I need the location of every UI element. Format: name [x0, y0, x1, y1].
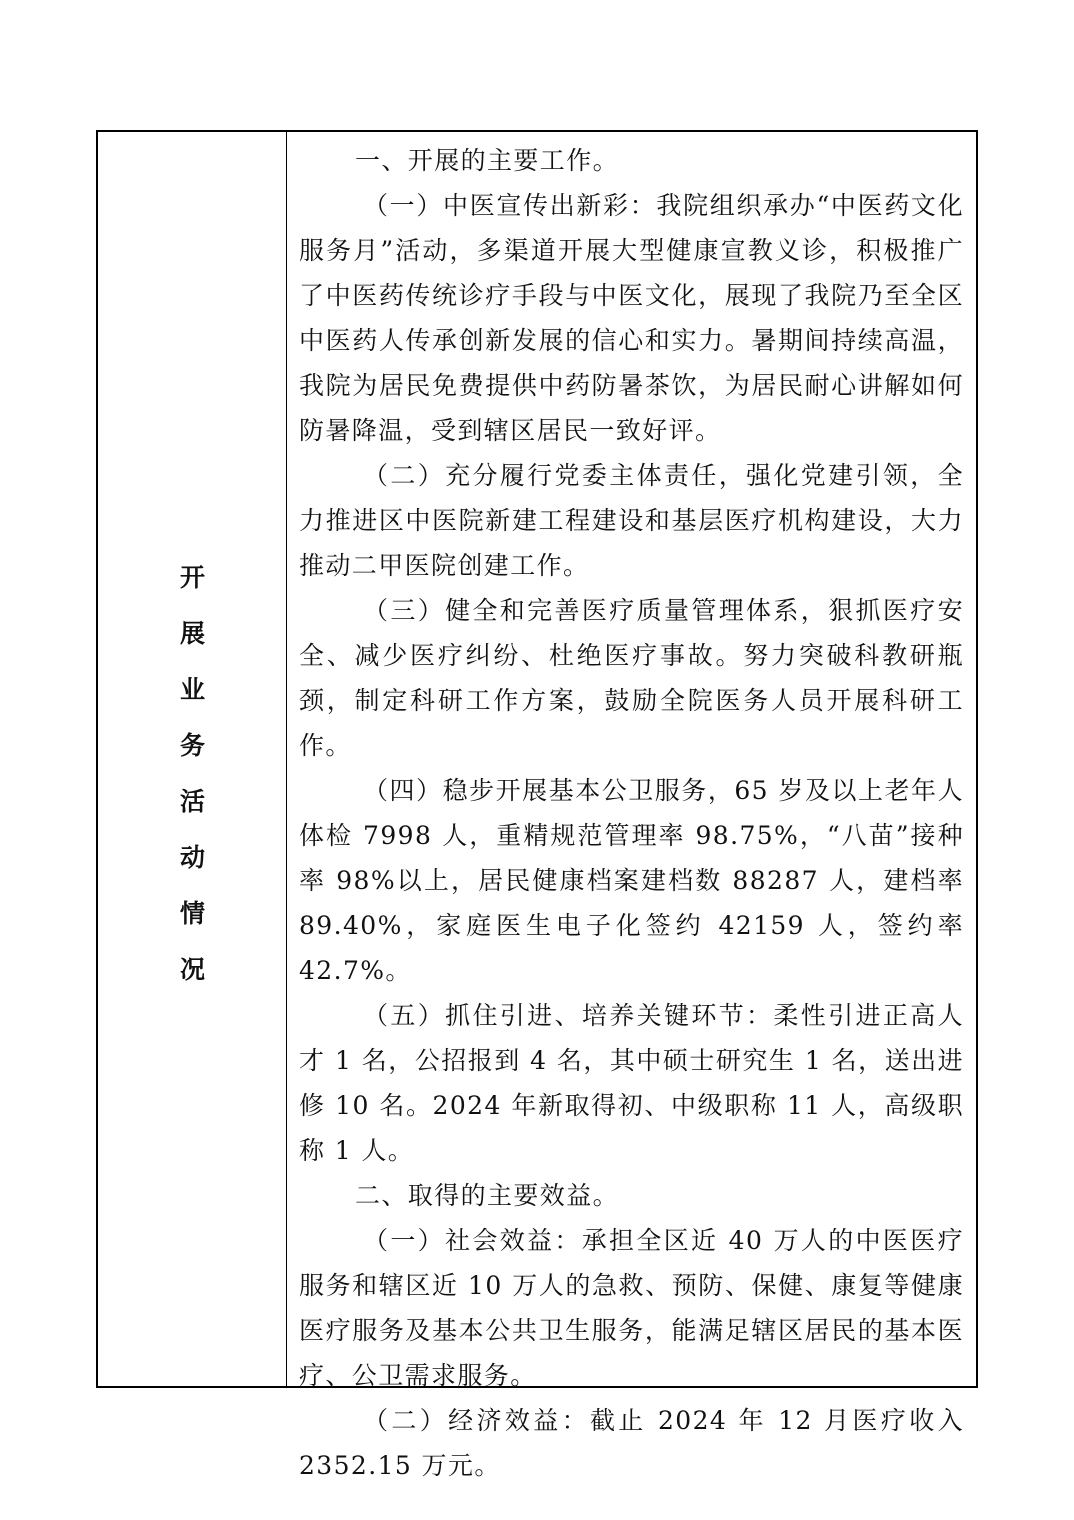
work-item-tcm-promotion: （一）中医宣传出新彩：我院组织承办“中医药文化服务月”活动，多渠道开展大型健康宣教义诊，积极推广了中医药传统诊疗手段与中医文化，展现了我院乃至全区中医药人传承创新发展的信心和实力。暑期间持续高温，我院为居民免费提供中药防暑茶饮，为居民耐心讲解如何防暑降温，受到辖区居民一致好评。 [299, 191, 964, 445]
section-label-char: 况 [179, 955, 205, 984]
section-label-char: 务 [179, 731, 205, 760]
activity-table [96, 130, 978, 1480]
benefits-heading: 二、取得的主要效益。 [355, 1181, 620, 1210]
section-label-char: 开 [179, 563, 205, 592]
main-work-heading: 一、开展的主要工作。 [355, 146, 620, 175]
work-item-party-building: （二）充分履行党委主体责任，强化党建引领，全力推进区中医院新建工程建设和基层医疗机构建设，大力推动二甲医院创建工作。 [299, 461, 964, 580]
benefit-economic: （二）经济效益：截止 2024 年 12 月医疗收入 2352.15 万元。 [299, 1406, 964, 1480]
benefit-social: （一）社会效益：承担全区近 40 万人的中医医疗服务和辖区近 10 万人的急救、预防、保健、康复等健康医疗服务及基本公共卫生服务，能满足辖区居民的基本医疗、公卫需求服务。 [299, 1226, 964, 1390]
label-column [98, 132, 287, 1386]
work-item-public-health: （四）稳步开展基本公卫服务，65 岁及以上老年人体检 7998 人，重精规范管理率 98.75%，“八苗”接种率 98%以上，居民健康档案建档数 88287 人，建档率 89.40%，家庭医生电子化签约 42159 人，签约率 42.7%。 [299, 776, 964, 985]
section-label-char: 情 [179, 899, 205, 928]
content-column [288, 132, 974, 1480]
section-label-char: 业 [179, 675, 205, 704]
section-label-char: 活 [179, 787, 205, 816]
work-item-talent: （五）抓住引进、培养关键环节：柔性引进正高人才 1 名，公招报到 4 名，其中硕士研究生 1 名，送出进修 10 名。2024 年新取得初、中级职称 11 人，高级职称 1 人。 [299, 1001, 964, 1165]
section-label-char: 展 [179, 619, 205, 648]
section-label-char: 动 [179, 843, 205, 872]
section-label [98, 550, 287, 998]
work-item-quality-management: （三）健全和完善医疗质量管理体系，狠抓医疗安全、减少医疗纠纷、杜绝医疗事故。努力突破科教研瓶颈，制定科研工作方案，鼓励全院医务人员开展科研工作。 [299, 596, 964, 760]
